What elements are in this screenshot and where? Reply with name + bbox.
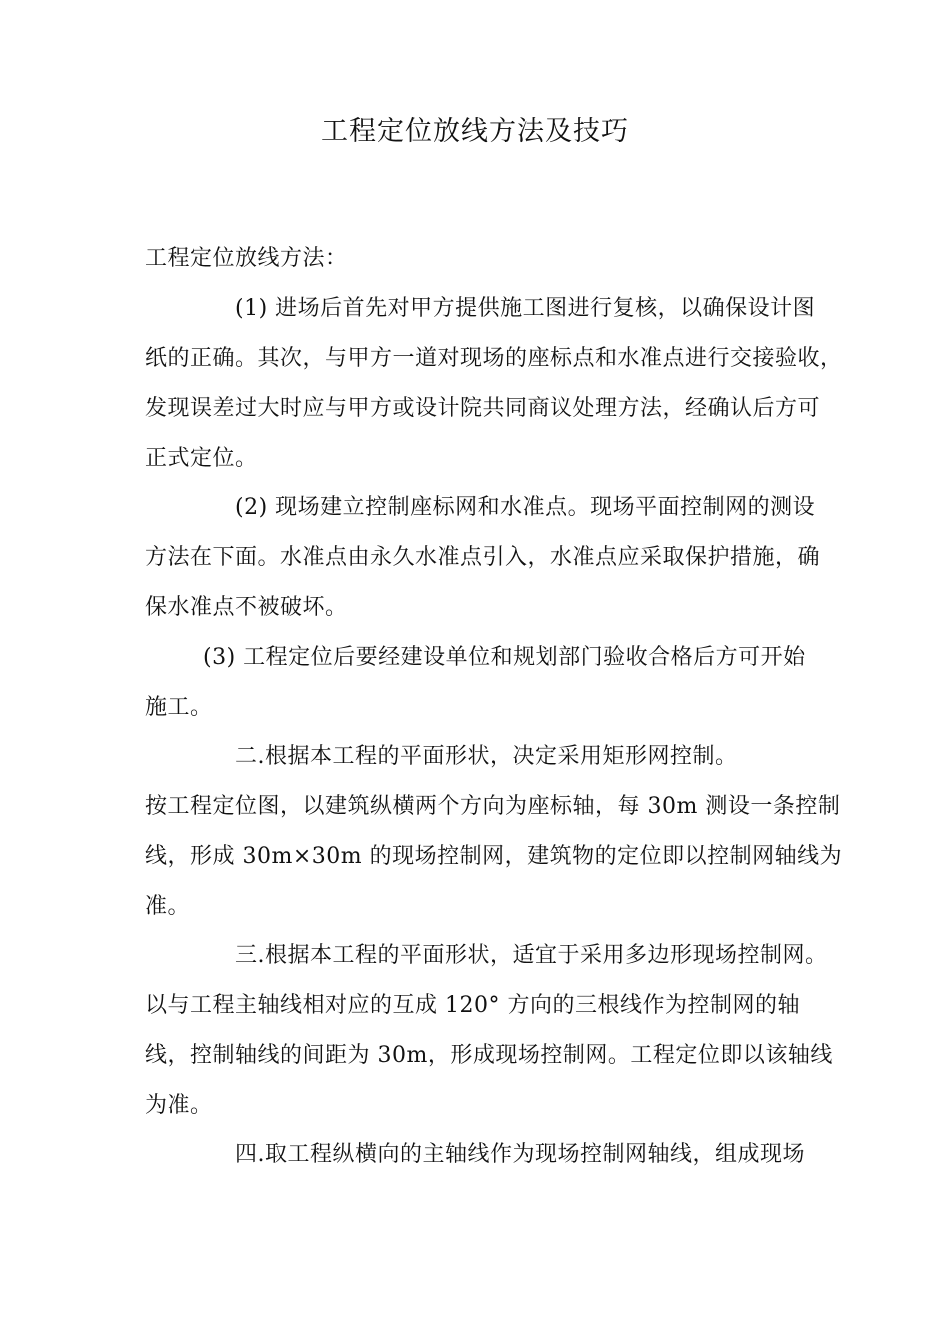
paragraph-line: (3) 工程定位后要经建设单位和规划部门验收合格后方可开始 bbox=[203, 645, 806, 670]
paragraph-line: 方法在下面。水准点由永久水准点引入，水准点应采取保护措施，确 bbox=[145, 545, 821, 570]
paragraph-line: 施工。 bbox=[145, 695, 213, 720]
paragraph-line: 线，形成 30m×30m 的现场控制网，建筑物的定位即以控制网轴线为 bbox=[145, 844, 843, 869]
paragraph-line: 发现误差过大时应与甲方或设计院共同商议处理方法，经确认后方可 bbox=[145, 396, 821, 421]
paragraph-line: 为准。 bbox=[145, 1093, 213, 1118]
paragraph-line: 线，控制轴线的间距为 30m，形成现场控制网。工程定位即以该轴线 bbox=[145, 1043, 833, 1068]
paragraph-line: 纸的正确。其次，与甲方一道对现场的座标点和水准点进行交接验收， bbox=[145, 346, 843, 371]
paragraph-line: 二.根据本工程的平面形状，决定采用矩形网控制。 bbox=[235, 744, 738, 769]
paragraph-line: 以与工程主轴线相对应的互成 120° 方向的三根线作为控制网的轴 bbox=[145, 993, 800, 1018]
paragraph-line: 按工程定位图，以建筑纵横两个方向为座标轴，每 30m 测设一条控制 bbox=[145, 794, 841, 819]
document-title: 工程定位放线方法及技巧 bbox=[321, 116, 629, 147]
paragraph-line: 四.取工程纵横向的主轴线作为现场控制网轴线，组成现场 bbox=[235, 1142, 805, 1167]
section-heading: 工程定位放线方法： bbox=[145, 246, 348, 271]
paragraph-line: 保水准点不被破坏。 bbox=[145, 595, 348, 620]
paragraph-line: 准。 bbox=[145, 894, 191, 919]
paragraph-line: (2) 现场建立控制座标网和水准点。现场平面控制网的测设 bbox=[235, 495, 816, 520]
paragraph-line: 正式定位。 bbox=[145, 446, 258, 471]
paragraph-line: 三.根据本工程的平面形状，适宜于采用多边形现场控制网。 bbox=[235, 943, 828, 968]
paragraph-line: (1) 进场后首先对甲方提供施工图进行复核，以确保设计图 bbox=[235, 296, 816, 321]
